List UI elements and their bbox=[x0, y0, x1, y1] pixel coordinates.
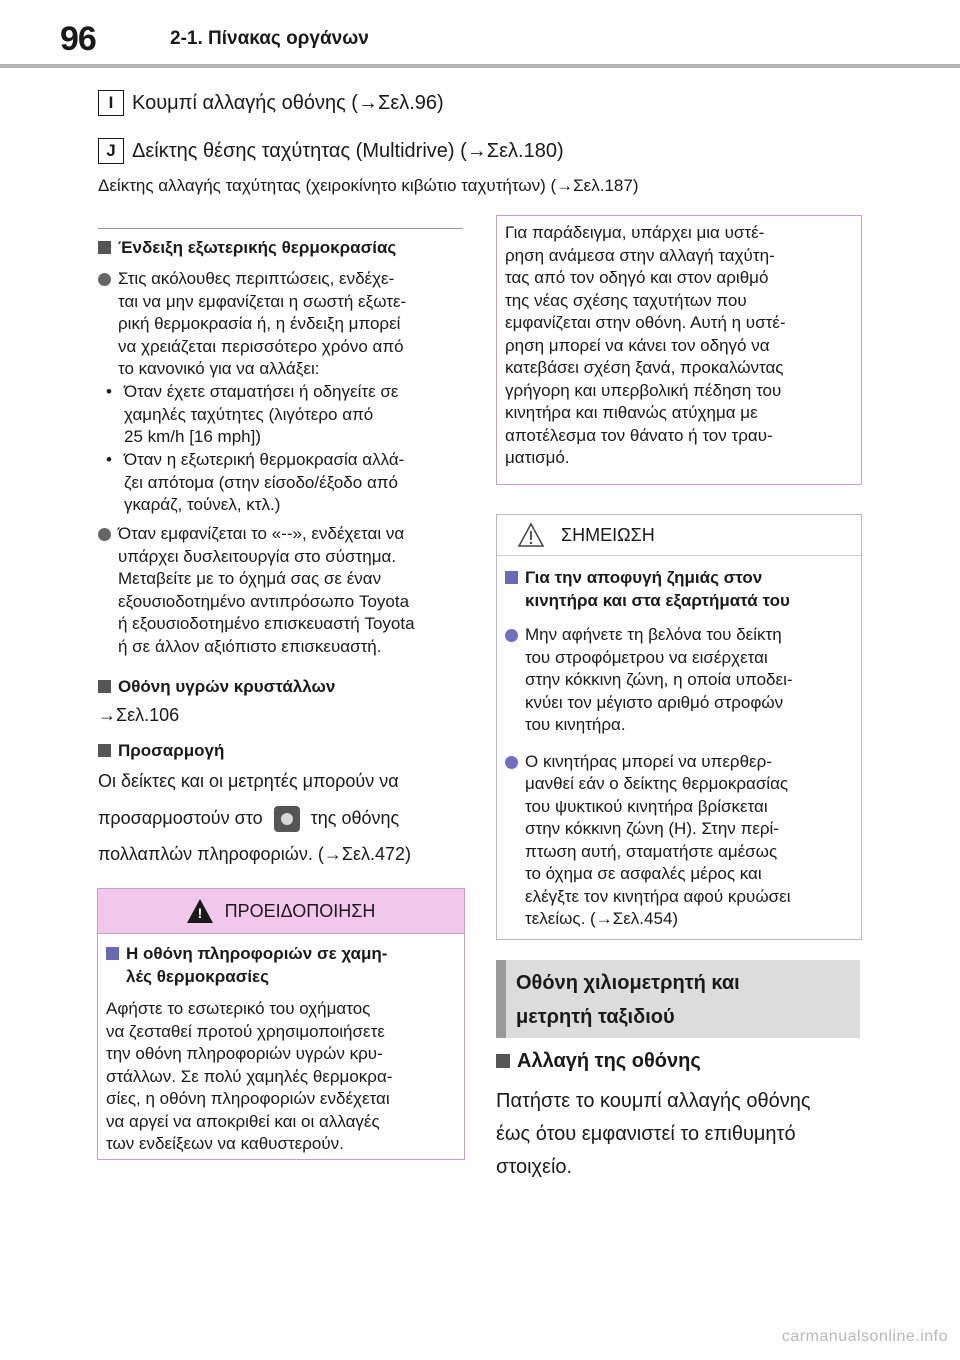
customize-line-2: προσαρμοστούν στο της οθόνης bbox=[98, 806, 399, 832]
round-bullet-icon bbox=[505, 629, 518, 642]
outside-temp-point-1: Στις ακόλουθες περιπτώσεις, ενδέχε- ται να μην εμφανίζεται η σωστή εξωτε- ρική θερμοκρασία ή, η ένδειξη μπορεί να χρειάζεται περισσότερο χρόνο από το κανονικό για να αλλάξει: bbox=[98, 268, 406, 381]
bullet-low-speed: • Όταν έχετε σταματήσει ή οδηγείτε σε χαμηλές ταχύτητες (λιγότερο από 25 km/h [16 mph]) bbox=[106, 382, 399, 446]
watermark: carmanualsonline.info bbox=[781, 1328, 948, 1345]
customize-line-3: πολλαπλών πληροφοριών. (→Σελ.472) bbox=[98, 844, 411, 864]
note-point-1: Μην αφήνετε τη βελόνα του δείκτη του στροφόμετρου να εισέρχεται στην κόκκινη ζώνη, η οποία υποδει- κνύει τον μέγιστο αριθμό στροφών του κινητήρα. bbox=[505, 624, 861, 737]
header-rule bbox=[0, 64, 960, 68]
legend-item-j bbox=[98, 138, 564, 164]
warning-icon: ! bbox=[187, 899, 213, 923]
bullet-temp-change: • Όταν η εξωτερική θερμοκρασία αλλά- ζει απότομα (στην είσοδο/έξοδο από γκαράζ, τούνελ, κτλ.) bbox=[106, 450, 405, 514]
square-bullet-icon bbox=[98, 241, 111, 254]
settings-gear-icon bbox=[274, 806, 300, 832]
column-rule bbox=[98, 228, 463, 229]
lcd-page-ref: →Σελ.106 bbox=[98, 705, 180, 725]
warning-heading: Η οθόνη πληροφοριών σε χαμη- λές θερμοκρασίες bbox=[106, 942, 464, 988]
round-bullet-icon bbox=[505, 756, 518, 769]
square-bullet-icon bbox=[505, 571, 518, 584]
square-bullet-icon bbox=[98, 680, 111, 693]
change-display-body: Πατήστε το κουμπί αλλαγής οθόνης έως ότου εμφανιστεί το επιθυμητό στοιχείο. bbox=[496, 1090, 811, 1178]
key-label-i: I bbox=[98, 90, 124, 116]
key-label-j: J bbox=[98, 138, 124, 164]
example-text: Για παράδειγμα, υπάρχει μια υστέ- ρηση ανάμεσα στην αλλαγή ταχύτη- τας από τον οδηγό και στον αριθμό της νέας σχέσης ταχυτήτων που εμφανίζεται στην οθόνη. Αυτή η υστέ- ρηση μπορεί να κάνει τον οδηγό να κατεβάσει σχέση ξανά, προκαλώντας γρήγορη και υπερβολική πέδηση του κινητήρα και πιθανώς ατύχημα με αποτέλεσμα τον θάνατο ή τον τραυ- ματισμό. bbox=[505, 223, 786, 467]
round-bullet-icon bbox=[98, 528, 111, 541]
note-point-2: Ο κινητήρας μπορεί να υπερθερ- μανθεί εάν ο δείκτης θερμοκρασίας του ψυκτικού κινητήρα βρίσκεται στην κόκκινη ζώνη (H). Στην περί- πτωση αυτή, σταματήστε αμέσως το όχημα σε ασφαλές μέρος και ελέγξτε τον κινητήρα αφού κρυώσει τελείως. (→Σελ.454) bbox=[505, 751, 861, 931]
legend-text-j: Δείκτης θέσης ταχύτητας (Multidrive) (→Σελ.180) bbox=[132, 139, 564, 162]
note-header: ΣΗΜΕΙΩΣΗ bbox=[497, 515, 861, 556]
legend-text-i: Κουμπί αλλαγής οθόνης (→Σελ.96) bbox=[132, 91, 444, 114]
outside-temp-heading: Ένδειξη εξωτερικής θερμοκρασίας bbox=[98, 236, 396, 259]
change-display-heading: Αλλαγή της οθόνης bbox=[496, 1050, 701, 1073]
section-title: 2-1. Πίνακας οργάνων bbox=[170, 28, 369, 49]
round-bullet-icon bbox=[98, 273, 111, 286]
customize-line-1: Οι δείκτες και οι μετρητές μπορούν να bbox=[98, 771, 399, 791]
square-bullet-icon bbox=[496, 1054, 510, 1068]
odometer-section-title: Οθόνη χιλιομετρητή και μετρητή ταξιδιού bbox=[496, 960, 860, 1038]
note-heading: Για την αποφυγή ζημιάς στον κινητήρα και στα εξαρτήματά του bbox=[505, 566, 861, 612]
outside-temp-point-2: Όταν εμφανίζεται το «--», ενδέχεται να υπάρχει δυσλειτουργία στο σύστημα. Μεταβείτε με το όχημά σας σε έναν εξουσιοδοτημένο αντιπρόσωπο Toyota ή εξουσιοδοτημένο επισκευαστή Toyota ή σε άλλον αξιόπιστο επισκευαστή. bbox=[98, 523, 415, 658]
caution-icon bbox=[517, 522, 545, 548]
page-number: 96 bbox=[60, 20, 96, 58]
warning-body: Αφήστε το εσωτερικό του οχήματος να ζεσταθεί προτού χρησιμοποιήσετε την οθόνη πληροφοριών υγρών κρυ- στάλλων. Σε πολύ χαμηλές θερμοκρα- σίες, η οθόνη πληροφοριών ενδέχεται να αργεί να αποκριθεί και οι αλλαγές των ενδείξεων να καθυστερούν. bbox=[106, 999, 393, 1153]
lcd-heading: Οθόνη υγρών κρυστάλλων bbox=[98, 675, 335, 698]
note-box bbox=[496, 514, 862, 940]
square-bullet-icon bbox=[98, 744, 111, 757]
warning-continuation-box bbox=[496, 215, 862, 485]
square-bullet-icon bbox=[106, 947, 119, 960]
legend-item-i bbox=[98, 90, 444, 116]
customize-heading: Προσαρμογή bbox=[98, 739, 224, 762]
warning-box bbox=[97, 888, 465, 1160]
warning-header: ! ΠΡΟΕΙΔΟΠΟΙΗΣΗ bbox=[98, 889, 464, 934]
gear-shift-indicator-line: Δείκτης αλλαγής ταχύτητας (χειροκίνητο κιβώτιο ταχυτήτων) (→Σελ.187) bbox=[98, 176, 639, 195]
